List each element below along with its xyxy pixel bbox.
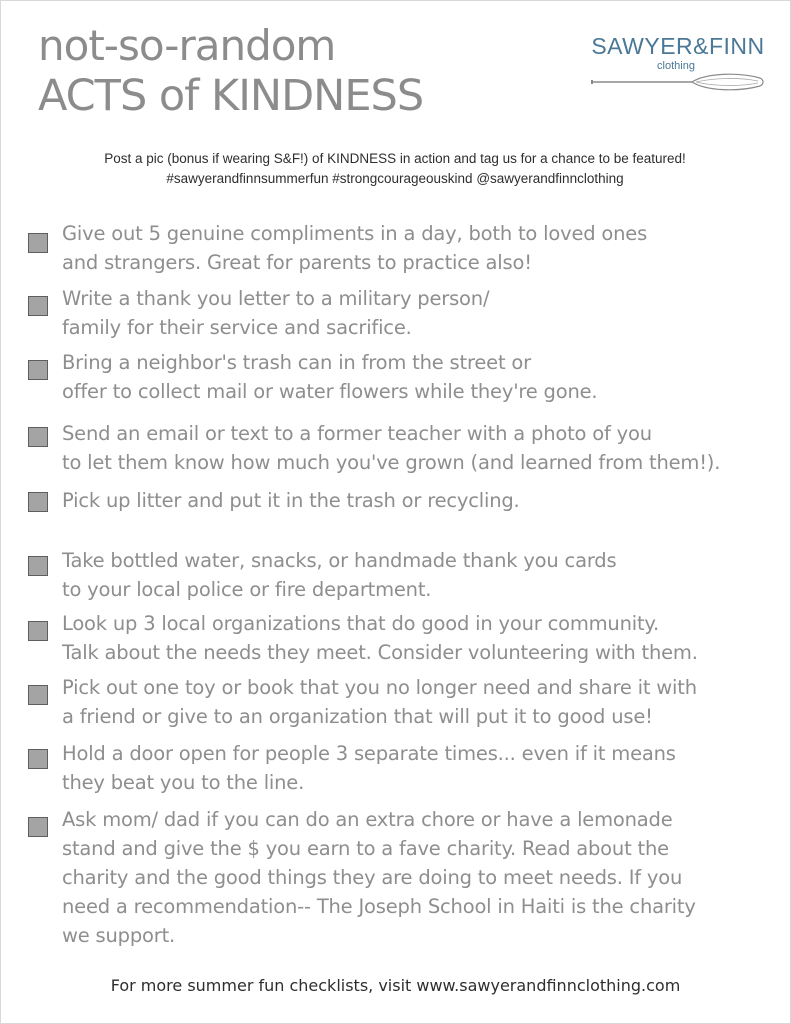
item-line: Look up 3 local organizations that do good in your community. (62, 612, 659, 635)
checkbox[interactable] (28, 492, 48, 512)
intro-line-1: Post a pic (bonus if wearing S&F!) of KINDNESS in action and tag us for a chance to be featured! (104, 151, 686, 166)
checkbox[interactable] (28, 360, 48, 380)
checkbox[interactable] (28, 296, 48, 316)
item-line: Ask mom/ dad if you can do an extra chore or have a lemonade (62, 808, 673, 831)
item-text (62, 419, 782, 477)
checkbox[interactable] (28, 685, 48, 705)
item-line: charity and the good things they are doing to meet needs. If you (62, 866, 683, 889)
item-line: Take bottled water, snacks, or handmade thank you cards (62, 549, 617, 572)
item-line: a friend or give to an organization that will put it to good use! (62, 705, 653, 728)
item-line: to let them know how much you've grown (and learned from them!). (62, 451, 721, 474)
title-line-2: ACTS of KINDNESS (38, 71, 424, 121)
item-line: need a recommendation-- The Joseph School in Haiti is the charity (62, 895, 696, 918)
item-line: Bring a neighbor's trash can in from the street or (62, 351, 531, 374)
item-line: offer to collect mail or water flowers while they're gone. (62, 380, 598, 403)
checkbox[interactable] (28, 427, 48, 447)
checkbox[interactable] (28, 556, 48, 576)
brand-logo (588, 32, 766, 102)
item-line: we support. (62, 924, 176, 947)
checkbox[interactable] (28, 749, 48, 769)
item-text (62, 284, 782, 342)
item-line: Send an email or text to a former teacher with a photo of you (62, 422, 652, 445)
footer-text: For more summer fun checklists, visit www.sawyerandfinnclothing.com (110, 976, 681, 995)
item-text (62, 348, 782, 406)
intro-text (104, 149, 686, 189)
item-line: they beat you to the line. (62, 771, 305, 794)
item-text (62, 805, 782, 950)
title-line-1: not-so-random (38, 21, 336, 70)
item-line: Pick out one toy or book that you no longer need and share it with (62, 676, 697, 699)
checkbox[interactable] (28, 621, 48, 641)
item-line: Pick up litter and put it in the trash or recycling. (62, 489, 520, 512)
item-line: to your local police or fire department. (62, 578, 432, 601)
item-line: family for their service and sacrifice. (62, 316, 412, 339)
item-text (62, 739, 782, 797)
item-text (62, 673, 782, 731)
checkbox[interactable] (28, 233, 48, 253)
item-line: and strangers. Great for parents to practice also! (62, 251, 532, 274)
item-line: Write a thank you letter to a military person/ (62, 287, 490, 310)
checkbox[interactable] (28, 817, 48, 837)
item-text (62, 609, 782, 667)
item-line: stand and give the $ you earn to a fave charity. Read about the (62, 837, 669, 860)
intro-hashtags: #sawyerandfinnsummerfun #strongcourageouskind @sawyerandfinnclothing (166, 171, 624, 186)
logo-subtitle: clothing (657, 60, 695, 72)
item-text (62, 219, 782, 277)
page-title (38, 22, 423, 122)
item-line: Give out 5 genuine compliments in a day, both to loved ones (62, 222, 648, 245)
item-text (62, 486, 782, 515)
logo-brand-name: SAWYER&FINN (591, 33, 765, 59)
item-line: Hold a door open for people 3 separate times... even if it means (62, 742, 676, 765)
oar-icon (588, 70, 766, 94)
item-line: Talk about the needs they meet. Consider volunteering with them. (62, 641, 698, 664)
item-text (62, 546, 782, 604)
